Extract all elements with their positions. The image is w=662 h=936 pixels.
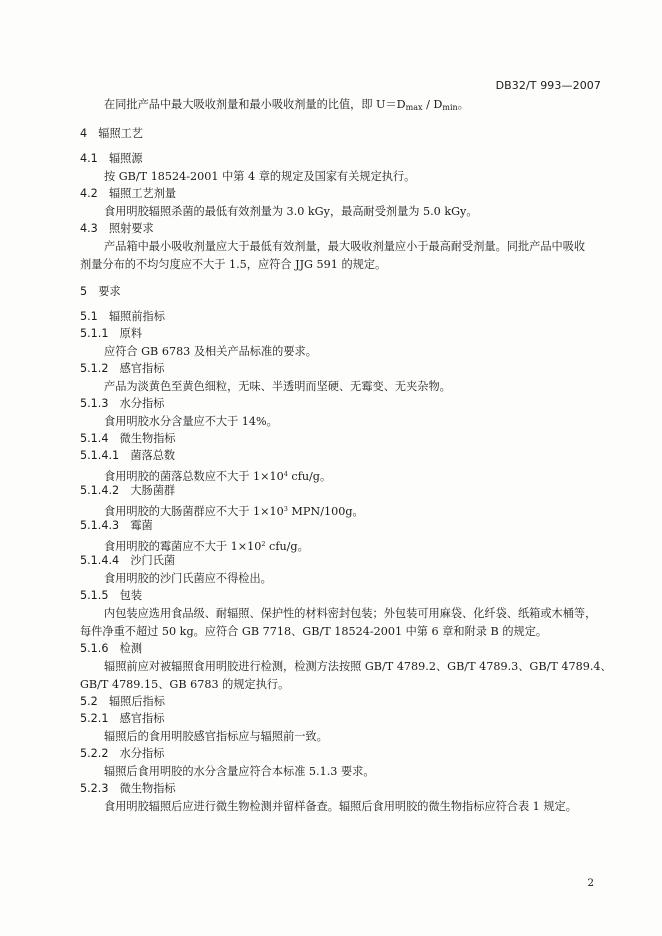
- section-5-2-1-heading: 5.2.1 感官指标: [80, 712, 165, 725]
- section-5-2-heading: 5.2 辐照后指标: [80, 695, 165, 708]
- colony-count-exponent: 4: [283, 470, 288, 478]
- section-5-1-3-text: 食用明胶水分含量应不大于 14%。: [104, 415, 278, 428]
- colony-count-text-a: 食用明胶的菌落总数应不大于 1×10: [104, 470, 284, 483]
- coliform-text-a: 食用明胶的大肠菌群应不大于 1×10: [104, 505, 284, 518]
- page-number: 2: [587, 877, 594, 889]
- standard-code: DB32/T 993—2007: [495, 79, 601, 92]
- section-5-1-1-text: 应符合 GB 6783 及相关产品标准的要求。: [104, 345, 317, 358]
- ratio-mid: / D: [422, 98, 443, 111]
- section-5-2-2-heading: 5.2.2 水分指标: [80, 747, 165, 760]
- section-5-2-1-text: 辐照后的食用明胶感官指标应与辐照前一致。: [104, 730, 328, 743]
- section-5-2-3-text: 食用明胶辐照后应进行微生物检测并留样备查。辐照后食用明胶的微生物指标应符合表 1 规定。: [104, 800, 577, 813]
- section-5-1-heading: 5.1 辐照前指标: [80, 310, 165, 323]
- section-5-1-4-4-text: 食用明胶的沙门氏菌应不得检出。: [104, 572, 272, 585]
- section-5-1-4-1-text: [104, 467, 331, 484]
- colony-count-text-b: cfu/g。: [287, 470, 332, 483]
- coliform-exponent: 3: [283, 505, 288, 513]
- section-4-1-text: 按 GB/T 18524-2001 中第 4 章的规定及国家有关规定执行。: [104, 170, 416, 183]
- section-5-1-4-2-heading: 5.1.4.2 大肠菌群: [80, 484, 176, 497]
- section-4-2-text: 食用明胶辐照杀菌的最低有效剂量为 3.0 kGy，最高耐受剂量为 5.0 kGy。: [104, 205, 478, 218]
- section-4-2-heading: 4.2 辐照工艺剂量: [80, 187, 177, 200]
- section-5-1-4-1-heading: 5.1.4.1 菌落总数: [80, 449, 176, 462]
- section-5-1-6-heading: 5.1.6 检测: [80, 642, 143, 655]
- section-4-3-text-1: 产品箱中最小吸收剂量应大于最低有效剂量，最大吸收剂量应小于最高耐受剂量。同批产品中吸收: [104, 240, 586, 253]
- section-5-1-1-heading: 5.1.1 原料: [80, 327, 143, 340]
- section-5-1-4-2-text: [104, 502, 364, 519]
- section-5-1-2-text: 产品为淡黄色至黄色细粒，无味、半透明而坚硬、无霉变、无夹杂物。: [104, 380, 451, 393]
- ratio-definition: [104, 98, 469, 115]
- mold-exponent: 2: [261, 540, 266, 548]
- section-5-1-5-text-1: 内包装应选用食品级、耐辐照、保护性的材料密封包装；外包装可用麻袋、化纤袋、纸箱或木桶等，: [104, 607, 597, 620]
- section-4-1-heading: 4.1 辐照源: [80, 152, 143, 165]
- section-5-1-6-text-1: 辐照前应对被辐照食用明胶进行检测，检测方法按照 GB/T 4789.2、GB/T 4789.3、GB/T 4789.4、: [104, 660, 612, 673]
- section-5-1-4-4-heading: 5.1.4.4 沙门氏菌: [80, 554, 176, 567]
- mold-text-b: cfu/g。: [265, 540, 309, 553]
- section-5-1-4-3-heading: 5.1.4.3 霉菌: [80, 519, 153, 532]
- section-5-2-3-heading: 5.2.3 微生物指标: [80, 782, 176, 795]
- ratio-sub-min: min: [442, 103, 458, 112]
- section-5-1-2-heading: 5.1.2 感官指标: [80, 362, 165, 375]
- coliform-text-b: MPN/100g。: [287, 505, 364, 518]
- section-5-2-2-text: 辐照后食用明胶的水分含量应符合本标准 5.1.3 要求。: [104, 765, 375, 778]
- ratio-sub-max: max: [405, 103, 423, 112]
- ratio-end: 。: [457, 98, 469, 111]
- ratio-prefix: 在同批产品中最大吸收剂量和最小吸收剂量的比值，即 U＝D: [104, 98, 406, 111]
- section-5-1-3-heading: 5.1.3 水分指标: [80, 397, 165, 410]
- section-5-1-6-text-2: GB/T 4789.15、GB 6783 的规定执行。: [80, 678, 290, 691]
- section-5-1-5-heading: 5.1.5 包装: [80, 589, 143, 602]
- section-4-3-text-2: 剂量分布的不均匀度应不大于 1.5，应符合 JJG 591 的规定。: [80, 258, 387, 271]
- section-4-3-heading: 4.3 照射要求: [80, 222, 154, 235]
- section-5-1-4-3-text: [104, 537, 309, 554]
- section-4-heading: 4 辐照工艺: [80, 127, 144, 140]
- section-5-1-5-text-2: 每件净重不超过 50 kg。应符合 GB 7718、GB/T 18524-2001 中第 6 章和附录 B 的规定。: [80, 625, 548, 638]
- section-5-heading: 5 要求: [80, 285, 121, 298]
- section-5-1-4-heading: 5.1.4 微生物指标: [80, 432, 176, 445]
- mold-text-a: 食用明胶的霉菌应不大于 1×10: [104, 540, 262, 553]
